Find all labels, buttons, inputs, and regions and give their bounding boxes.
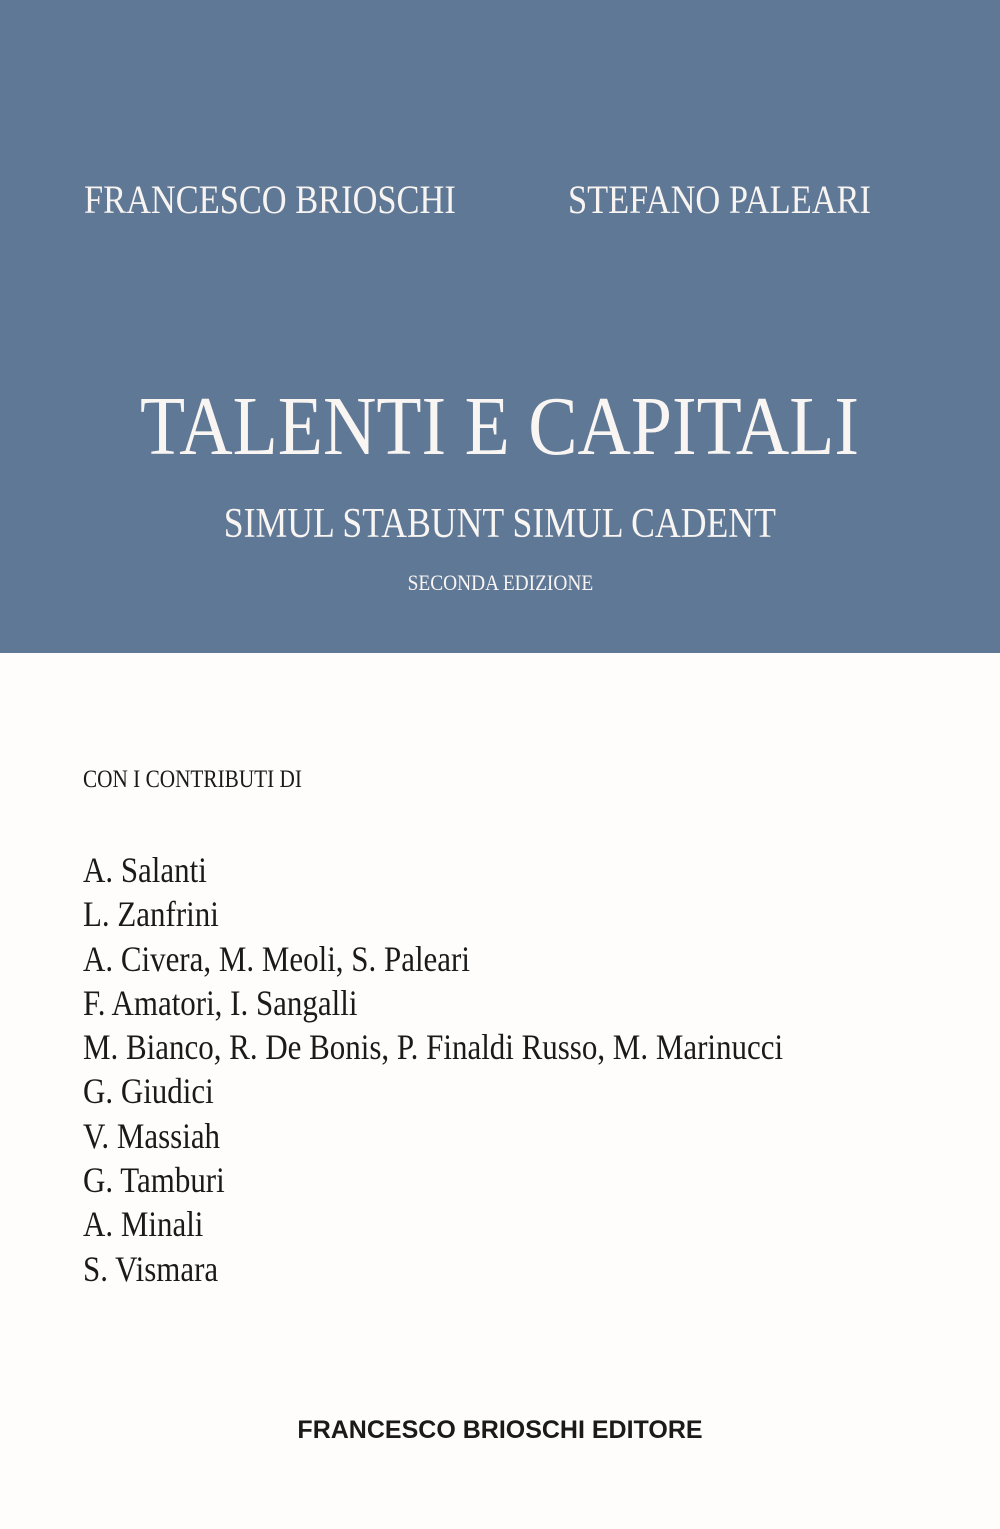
authors	[0, 176, 1000, 226]
book-subtitle-text: SIMUL STABUNT SIMUL CADENT	[223, 501, 777, 547]
contributor-item: A. Minali	[83, 1204, 204, 1245]
contributor-item: A. Salanti	[83, 850, 207, 890]
publisher-name	[0, 1418, 1000, 1443]
author-name: STEFANO PALEARI	[568, 177, 871, 222]
book-subtitle	[0, 503, 1000, 545]
contributor-item: G. Tamburi	[83, 1160, 225, 1201]
contributor-item: V. Massiah	[83, 1115, 221, 1156]
contributions-label: CON I CONTRIBUTI DI	[83, 766, 302, 793]
book-title-text: TALENTI E CAPITALI	[140, 380, 860, 473]
contributor-item: M. Bianco, R. De Bonis, P. Finaldi Russo, M. Marinucci	[83, 1027, 784, 1068]
contributor-item: A. Civera, M. Meoli, S. Paleari	[83, 938, 470, 979]
edition-label	[0, 572, 1000, 594]
contributor-item: F. Amatori, I. Sangalli	[83, 982, 358, 1023]
publisher-text: FRANCESCO BRIOSCHI EDITORE	[297, 1416, 703, 1444]
contributors-list	[83, 848, 897, 1291]
cover-top-band	[0, 0, 1000, 653]
contributor-item: S. Vismara	[83, 1248, 219, 1289]
book-title	[0, 380, 1000, 473]
contributor-item: G. Giudici	[83, 1071, 214, 1112]
contributor-item: L. Zanfrini	[83, 894, 219, 935]
edition-text: SECONDA EDIZIONE	[407, 570, 593, 595]
author-name: FRANCESCO BRIOSCHI	[84, 177, 456, 222]
